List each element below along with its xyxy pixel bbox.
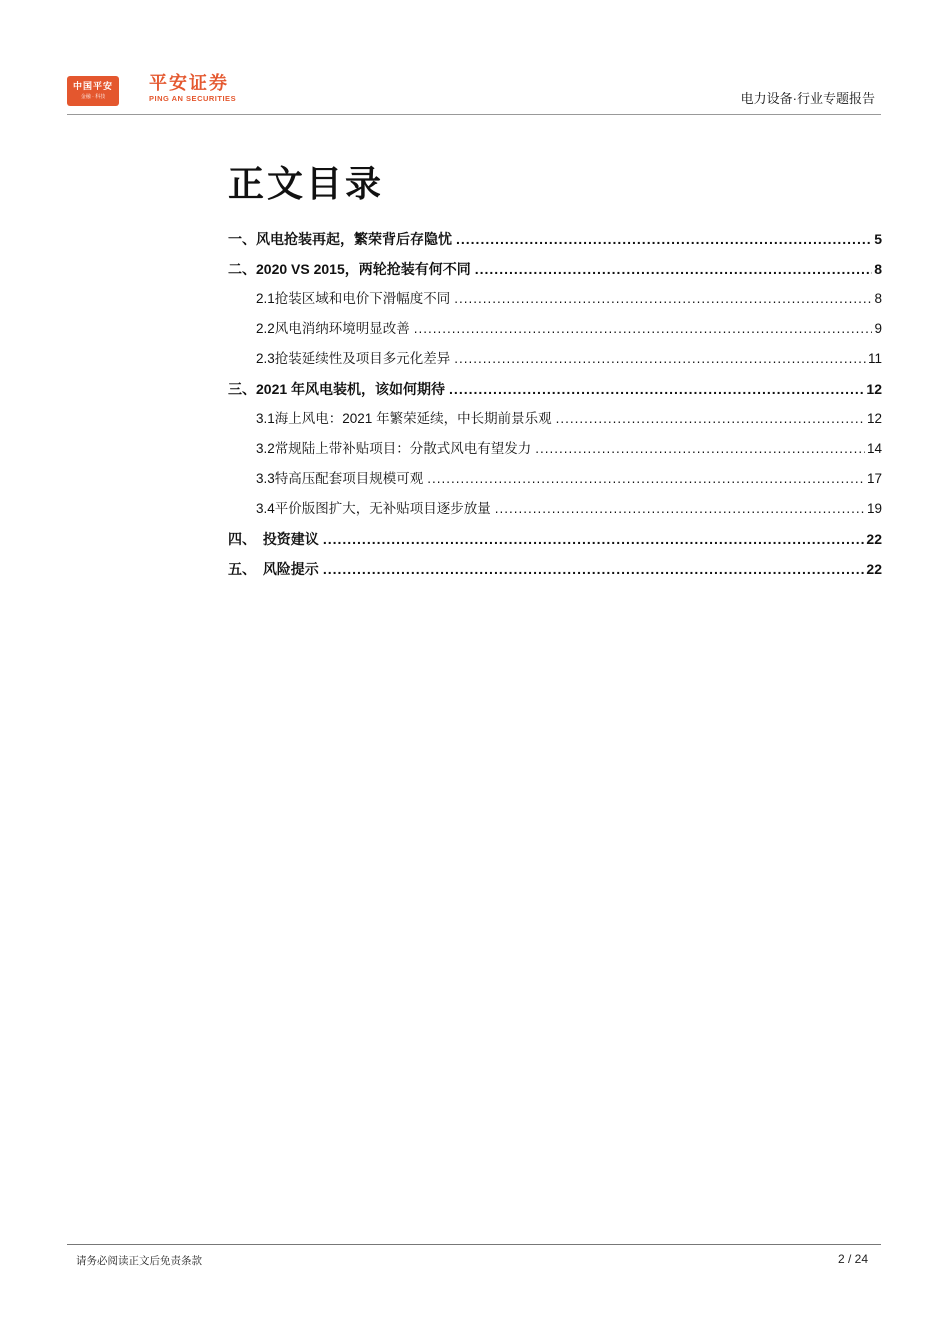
toc-entry-title: 平价版图扩大，无补贴项目逐步放量 bbox=[274, 501, 491, 516]
toc-entry-title: 投资建议 bbox=[262, 531, 319, 547]
toc-entry-page: 8 bbox=[874, 261, 882, 277]
toc-entry-title: 抢装延续性及项目多元化差异 bbox=[274, 351, 451, 366]
toc-entry-number: 四、 bbox=[228, 531, 256, 547]
toc-entry-number: 2.1 bbox=[256, 291, 275, 306]
toc-dot-leader bbox=[556, 404, 865, 434]
toc-entry-page: 12 bbox=[866, 411, 882, 426]
toc-dot-leader bbox=[323, 524, 865, 554]
toc-dot-leader bbox=[323, 554, 865, 584]
toc-entry[interactable] bbox=[228, 374, 882, 404]
toc-entry-page: 22 bbox=[866, 561, 882, 577]
toc-entry-page: 5 bbox=[874, 231, 882, 247]
toc-entry[interactable] bbox=[228, 524, 882, 554]
toc-entry-title: 特高压配套项目规模可观 bbox=[274, 471, 424, 486]
toc-entry-number: 五、 bbox=[228, 561, 256, 577]
toc-dot-leader bbox=[456, 224, 872, 254]
logo-badge-subtext: 金融 · 科技 bbox=[80, 94, 106, 100]
toc-entry-title: 抢装区域和电价下滑幅度不同 bbox=[274, 291, 451, 306]
toc-entry[interactable] bbox=[228, 314, 882, 344]
toc-entry-number: 2.3 bbox=[256, 351, 275, 366]
toc-entry[interactable] bbox=[228, 224, 882, 254]
toc-entry-title: 风险提示 bbox=[262, 561, 319, 577]
toc-entry-number: 二、 bbox=[228, 261, 256, 277]
toc-entry[interactable] bbox=[228, 464, 882, 494]
toc-entry-title: 2021 年风电装机，该如何期待 bbox=[256, 381, 446, 397]
toc-entry-title: 风电消纳环境明显改善 bbox=[274, 321, 410, 336]
toc-entry-number: 3.4 bbox=[256, 501, 275, 516]
toc-entry-page: 11 bbox=[867, 351, 882, 366]
toc-entry-page: 9 bbox=[874, 321, 882, 336]
toc-entry[interactable] bbox=[228, 284, 882, 314]
toc-entry-page: 12 bbox=[866, 381, 882, 397]
footer-divider bbox=[67, 1244, 881, 1245]
toc-dot-leader bbox=[535, 434, 865, 464]
report-type: 电力设备·行业专题报告 bbox=[740, 91, 875, 106]
toc-entry-page: 22 bbox=[866, 531, 882, 547]
toc-entry-number: 2.2 bbox=[256, 321, 275, 336]
toc-entry-number: 3.3 bbox=[256, 471, 275, 486]
toc-entry-number: 一、 bbox=[228, 231, 256, 247]
toc-entry[interactable] bbox=[228, 554, 882, 584]
toc-dot-leader bbox=[475, 254, 872, 284]
ping-an-securities-logo bbox=[149, 72, 236, 104]
toc-entry-title: 风电抢装再起，繁荣背后存隐忧 bbox=[256, 231, 452, 247]
toc-entry-page: 17 bbox=[866, 471, 882, 486]
table-of-contents bbox=[228, 224, 882, 584]
toc-dot-leader bbox=[495, 494, 865, 524]
logo-name-en: PING AN SECURITIES bbox=[149, 94, 237, 103]
toc-dot-leader bbox=[449, 374, 864, 404]
header-divider bbox=[67, 114, 881, 115]
toc-entry-number: 3.2 bbox=[256, 441, 275, 456]
page-header bbox=[67, 72, 881, 116]
toc-entry-page: 8 bbox=[874, 291, 882, 306]
toc-entry-title: 常规陆上带补贴项目：分散式风电有望发力 bbox=[274, 441, 532, 456]
toc-dot-leader bbox=[454, 284, 872, 314]
toc-dot-leader bbox=[414, 314, 873, 344]
toc-entry[interactable] bbox=[228, 404, 882, 434]
disclaimer-text: 请务必阅读正文后免责条款 bbox=[76, 1255, 202, 1267]
toc-entry[interactable] bbox=[228, 494, 882, 524]
toc-entry-page: 19 bbox=[866, 501, 882, 516]
toc-entry[interactable] bbox=[228, 344, 882, 374]
toc-dot-leader bbox=[454, 344, 866, 374]
logo-name-cn: 平安证券 bbox=[149, 73, 229, 93]
ping-an-group-logo bbox=[67, 76, 119, 106]
toc-entry-number: 三、 bbox=[228, 381, 256, 397]
toc-entry[interactable] bbox=[228, 254, 882, 284]
logo-badge-text: 中国平安 bbox=[72, 81, 113, 91]
toc-title: 正文目录 bbox=[228, 163, 385, 204]
page-number: 2 / 24 bbox=[837, 1252, 868, 1266]
toc-dot-leader bbox=[427, 464, 865, 494]
toc-entry[interactable] bbox=[228, 434, 882, 464]
toc-entry-number: 3.1 bbox=[256, 411, 275, 426]
toc-entry-title: 海上风电：2021 年繁荣延续，中长期前景乐观 bbox=[274, 411, 552, 426]
toc-entry-page: 14 bbox=[866, 441, 882, 456]
toc-entry-title: 2020 VS 2015，两轮抢装有何不同 bbox=[256, 261, 471, 277]
